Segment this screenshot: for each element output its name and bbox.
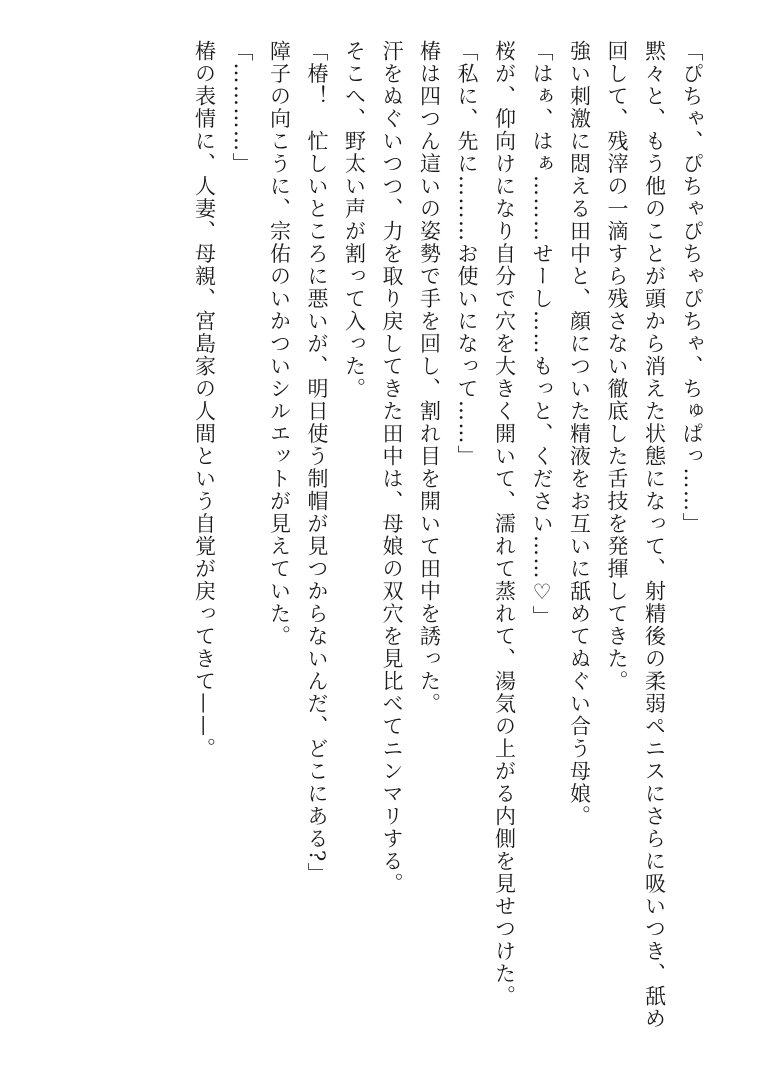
paragraph: 「はぁ、はぁ………せーし……もっと、ください……♡」 xyxy=(530,40,554,628)
paragraph: 「椿！ 忙しいところに悪いが、明日使う制帽が見つからないんだ、どこにある?」 xyxy=(305,40,329,886)
paragraph: 桜が、仰向けになり自分で穴を大きく開いて、濡れて蒸れて、湯気の上がる内側を見せつけた。 xyxy=(492,40,517,1008)
paragraph: 椿は四つん這いの姿勢で手を回し、割れ目を開いて田中を誘った。 xyxy=(417,40,442,715)
paragraph: 汗をぬぐいつつ、力を取り戻してきた田中は、母娘の双穴を見比べてニンマリする。 xyxy=(380,40,404,895)
paragraph: 障子の向こうに、宗佑のいかついシルエットが見えていた。 xyxy=(267,40,292,648)
paragraph: 椿の表情に、人妻、母親、宮島家の人間という自覚が戻ってきて——。 xyxy=(192,40,217,760)
paragraph: そこへ、野太い声が割って入った。 xyxy=(342,40,367,400)
paragraph: 「私に、先に………お使いになって……」 xyxy=(455,40,479,468)
paragraph: 強い刺激に悶える田中と、顔についた精液をお互いに舐めてぬぐい合う母娘。 xyxy=(567,40,592,828)
paragraph: 「…………」 xyxy=(230,40,254,175)
vertical-text-column xyxy=(185,40,710,1040)
paragraph: 「ぴちゃ、ぴちゃぴちゃぴちゃ、ちゅぱっ……」 xyxy=(680,40,704,535)
paragraph: 黙々と、もう他のことが頭から消えた状態になって、射精後の柔弱ペニスにさらに吸いつき、舐め回して、残滓の一滴すら残さない徹底した舌技を発揮してきた。 xyxy=(605,40,667,1030)
